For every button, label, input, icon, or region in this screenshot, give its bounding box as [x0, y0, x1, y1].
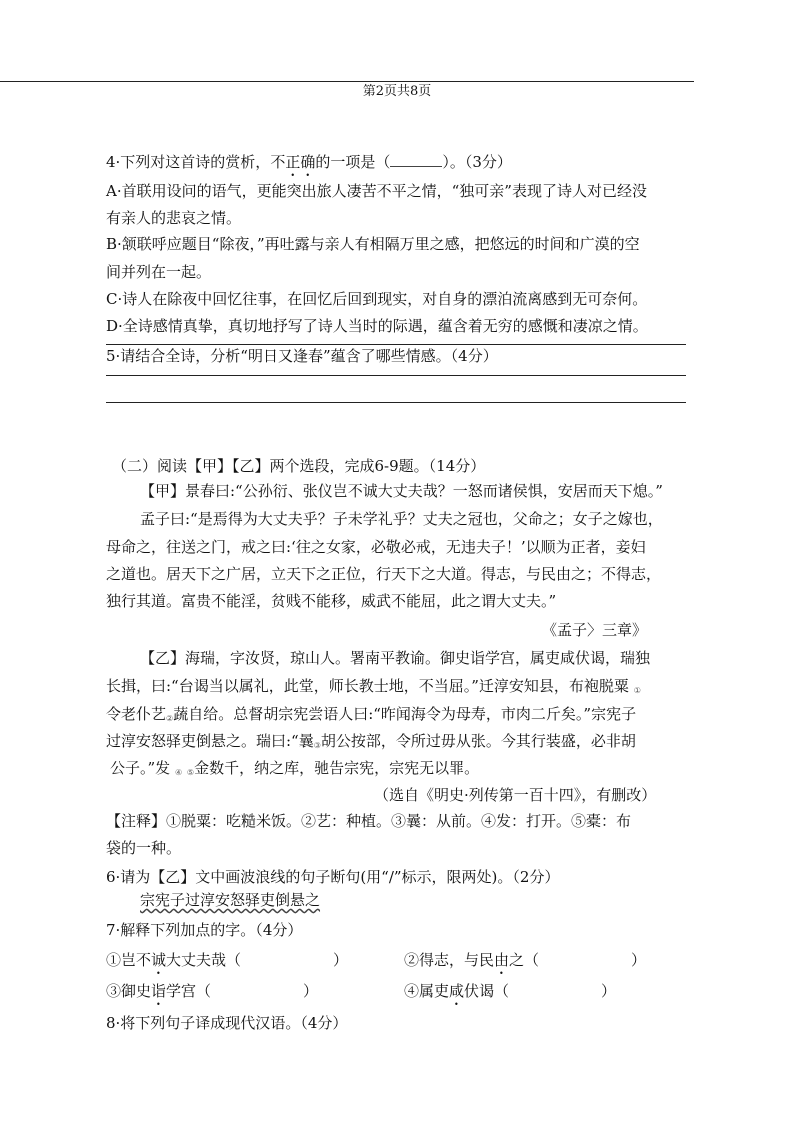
q8-question: 8·将下列句子译成现代汉语。（4分）	[106, 1014, 348, 1032]
q7-item-3-dotted: 诣	[151, 982, 167, 1000]
q7-question: 7·解释下列加点的字。（4分）	[106, 921, 303, 939]
footnote-marker-4: ④	[174, 768, 183, 777]
q4-answer-blank[interactable]	[390, 152, 442, 167]
q4-option-a-line1: A·首联用设问的语气，更能突出旅人凄苦不平之情，“独可亲”表现了诗人对已经没	[106, 182, 647, 200]
footnote-marker-3: ③	[313, 741, 321, 750]
yi-source: （选自《明史·列传第一百十四》，有删改）	[374, 786, 657, 804]
footnote-marker-5: ⑤	[186, 768, 195, 777]
q5-question: 5·请结合全诗，分析“明日又逢春”蕴含了哪些情感。（4分）	[106, 347, 498, 365]
footnote-marker-1: ①	[633, 686, 641, 695]
answer-line-2[interactable]	[106, 402, 686, 403]
q4-dotted-word: 正确	[285, 153, 316, 171]
q4-option-b-line2: 间并列在一起。	[106, 263, 212, 281]
q4-option-d: D·全诗感情真挚，真切地抒写了诗人当时的际遇，蕴含着无穷的感慨和凄凉之情。	[106, 317, 648, 335]
jia-source: 《孟子〉三章》	[542, 621, 648, 639]
notes-line-1: 【注释】①脱粟：吃糙米饭。②艺：种植。③曩：从前。④发：打开。⑤橐：布	[106, 812, 632, 830]
q7-item-4-dotted: 咸	[449, 982, 465, 1000]
yi-line-2: 长揖，曰:“台谒当以属礼，此堂，师长教士地，不当屈。”迁淳安知县，布袍脱粟 $_①$	[106, 677, 641, 695]
q7-item-1-dotted: 诚	[151, 951, 167, 969]
q5-top-rule	[106, 344, 686, 345]
q7-item-1: ①岂不诚大丈夫哉（ ）	[106, 951, 349, 969]
yi-line-5: 公子。”发 $_④$ $_⑤$金数千，纳之库，驰告宗宪，宗宪无以罪。	[110, 759, 480, 777]
yi-line-4: 过淳安怒驿吏倒悬之。瑞曰:“曩$_③$胡公按部，令所过毋从张。今其行装盛，必非胡	[106, 732, 636, 750]
q6-question: 6·请为【乙】文中画波浪线的句子断句(用“/”标示，限两处)。（2分）	[106, 868, 560, 886]
page-number: 第2页共8页	[362, 84, 432, 99]
jia-line-3: 母命之，往送之门，戒之曰:‘往之女家，必敬必戒，无违夫子！’以顺为正者，妾妇	[106, 538, 646, 556]
section2-title: （二）阅读【甲】【乙】两个选段，完成6-9题。（14分）	[112, 457, 486, 475]
jia-line-5: 独行其道。富贵不能淫，贫贱不能移，威武不能屈，此之谓大丈夫。”	[106, 592, 557, 610]
yi-line-3: 令老仆艺$_②$蔬自给。总督胡宗宪尝语人曰:“昨闻海令为母寿，市肉二斤矣。”宗宪子	[106, 705, 637, 723]
jia-line-2: 孟子曰:“是焉得为大丈夫乎？子未学礼乎？丈夫之冠也，父命之；女子之嫁也，	[140, 510, 663, 528]
q4-option-a-line2: 有亲人的悲哀之情。	[106, 209, 242, 227]
answer-line-1[interactable]	[106, 375, 686, 376]
footnote-marker-2: ②	[166, 714, 174, 723]
jia-line-4: 之道也。居天下之广居，立天下之正位，行天下之大道。得志，与民由之；不得志，	[106, 565, 662, 583]
q6-wavy-sentence[interactable]: 宗宪子过淳安怒驿吏倒悬之	[140, 891, 321, 909]
jia-line-1: 【甲】景春曰:“公孙衍、张仪岂不诚大丈夫哉？一怒而诸侯惧，安居而天下熄。”	[140, 482, 663, 500]
q7-item-4: ④属吏咸伏谒（ ）	[404, 982, 617, 1000]
q7-item-2-dotted: 由	[494, 951, 510, 969]
q4-stem: 4·下列对这首诗的赏析，不正确的一项是（ ）。（3分）	[106, 153, 512, 171]
q7-item-2: ②得志，与民由之（ ）	[404, 951, 647, 969]
q7-item-3: ③御史诣学宫（ ）	[106, 982, 319, 1000]
yi-line-1: 【乙】海瑞，字汝贤，琼山人。署南平教谕。御史诣学宫，属吏咸伏谒，瑞独	[140, 649, 651, 667]
q4-option-c: C·诗人在除夜中回忆往事，在回忆后回到现实，对自身的漂泊流离感到无可奈何。	[106, 290, 648, 308]
q4-option-b-line1: B·颔联呼应题目“除夜，”再吐露与亲人有相隔万里之感，把悠远的时间和广漠的空	[106, 235, 640, 253]
notes-line-2: 袋的一种。	[106, 839, 182, 857]
